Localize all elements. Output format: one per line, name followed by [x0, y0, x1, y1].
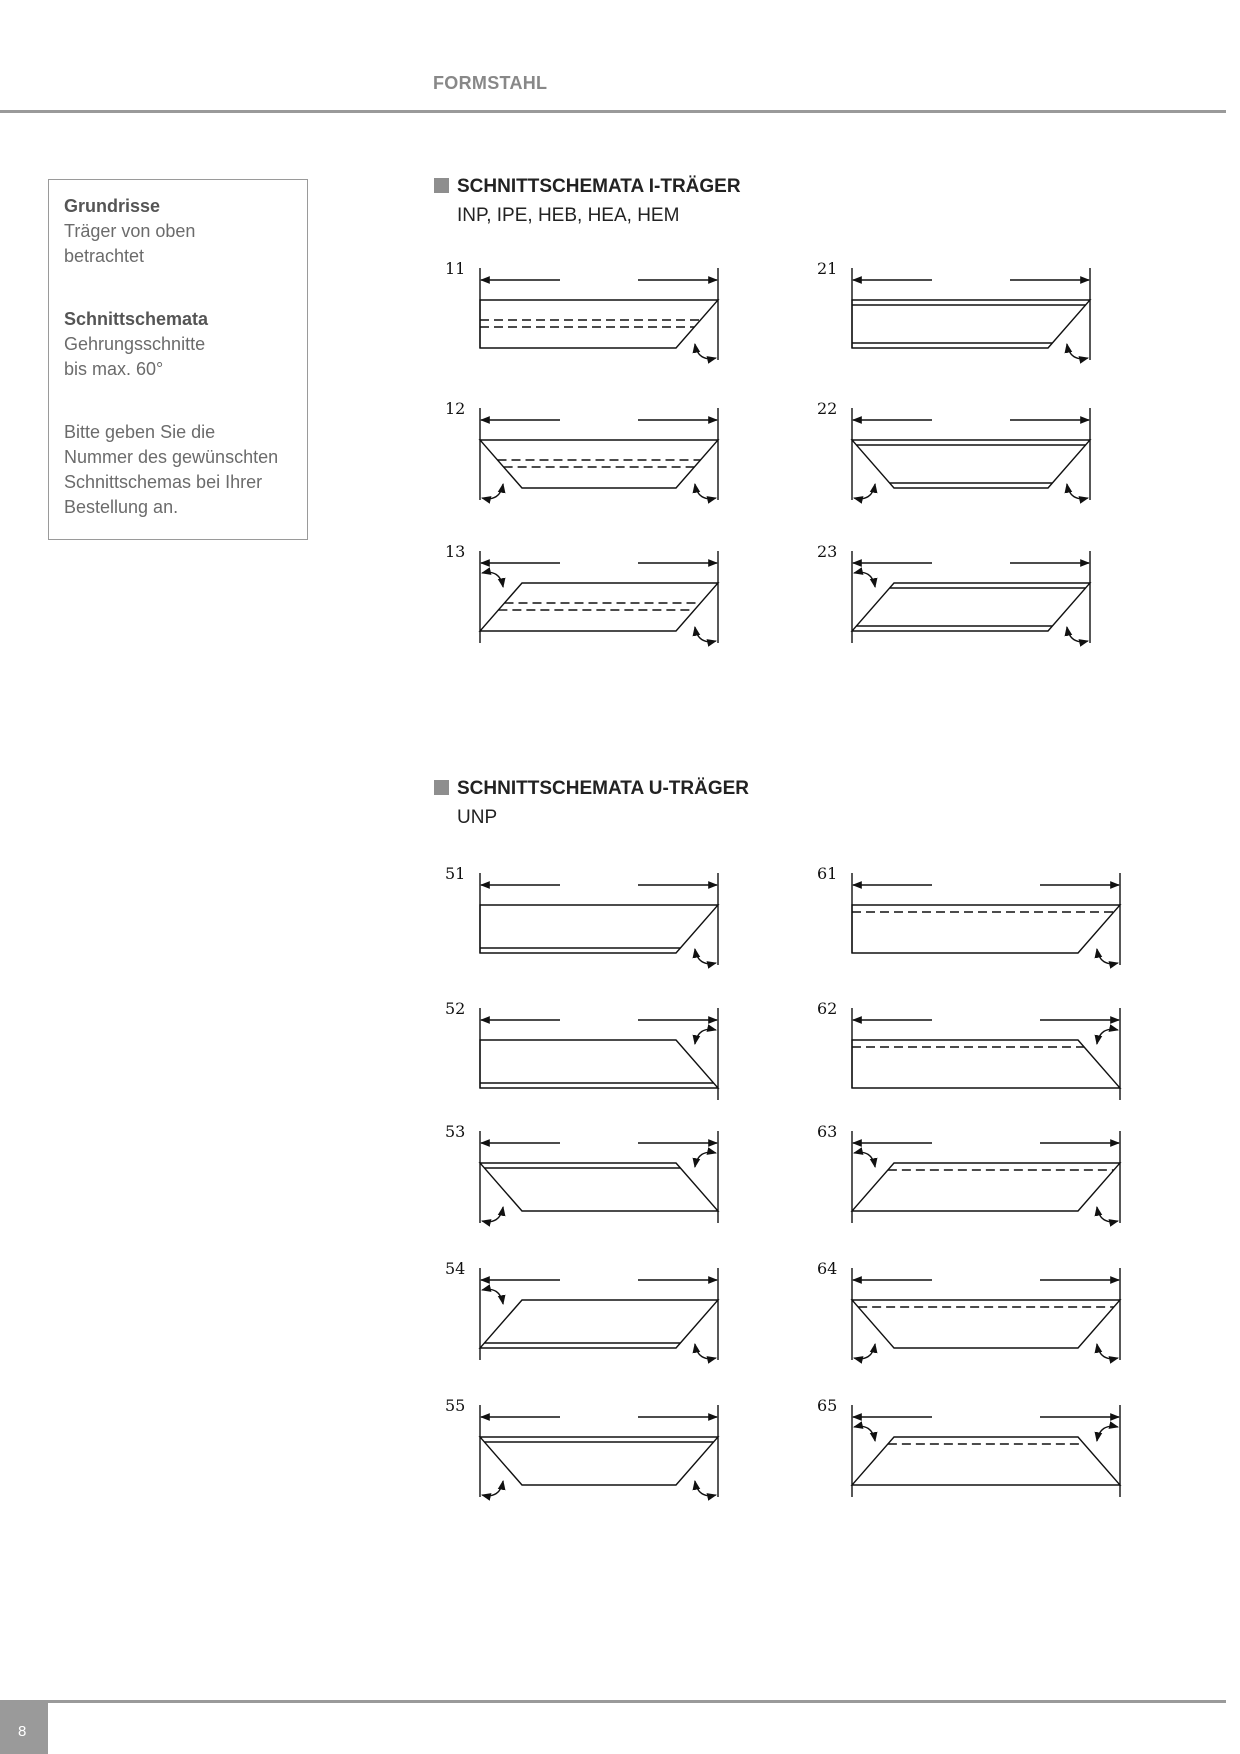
scheme-number: 12: [445, 399, 466, 418]
info-text: Gehrungsschnitte: [64, 334, 206, 354]
cut-scheme-23: [817, 542, 1090, 643]
info-text: bis max. 60°: [64, 359, 164, 379]
cut-scheme-62: [817, 999, 1120, 1100]
angle-arc-right: [695, 344, 716, 359]
angle-arc-right: [1067, 484, 1088, 499]
info-text: Träger von oben: [64, 221, 196, 241]
scheme-number: 61: [817, 864, 838, 883]
beam-outline: [480, 1300, 718, 1348]
angle-arc-left: [482, 1207, 503, 1222]
scheme-number: 23: [817, 542, 838, 561]
scheme-number: 63: [817, 1122, 838, 1141]
beam-outline: [480, 1163, 718, 1211]
angle-arc-right: [695, 484, 716, 499]
cut-scheme-11: [445, 259, 718, 360]
cut-scheme-55: [445, 1396, 718, 1497]
angle-arc-right: [1097, 1207, 1118, 1222]
angle-arc-right: [695, 949, 716, 964]
beam-outline: [480, 440, 718, 488]
angle-arc-left: [482, 572, 503, 587]
scheme-number: 11: [445, 259, 466, 278]
scheme-number: 22: [817, 399, 838, 418]
cut-scheme-63: [817, 1122, 1120, 1223]
angle-arc-left: [854, 484, 875, 499]
cut-scheme-21: [817, 259, 1090, 360]
scheme-number: 55: [445, 1396, 466, 1415]
scheme-number: 53: [445, 1122, 466, 1141]
info-text: Schnittschemas bei Ihrer: [64, 472, 263, 492]
cut-scheme-64: [817, 1259, 1120, 1360]
angle-arc-right: [1097, 949, 1118, 964]
angle-arc-right: [695, 1481, 716, 1496]
angle-arc-left: [854, 572, 875, 587]
section-subtitle-u-traeger: UNP: [457, 807, 498, 828]
section-title-u-traeger: SCHNITTSCHEMATA U-TRÄGER: [434, 778, 749, 800]
info-heading-schnittschemata: Schnittschemata: [64, 309, 209, 329]
cut-scheme-53: [445, 1122, 718, 1223]
info-text: Nummer des gewünschten: [64, 447, 279, 467]
scheme-number: 21: [817, 259, 838, 278]
beam-outline: [480, 583, 718, 631]
section-subtitle-i-traeger: INP, IPE, HEB, HEA, HEM: [457, 205, 680, 226]
info-text: Bitte geben Sie die: [64, 422, 216, 442]
scheme-number: 13: [445, 542, 466, 561]
page-header-title: FORMSTAHL: [433, 73, 548, 93]
angle-arc-right: [695, 1152, 716, 1167]
page-number: 8: [18, 1723, 27, 1740]
angle-arc-left: [854, 1344, 875, 1359]
angle-arc-right: [695, 1344, 716, 1359]
beam-outline: [852, 583, 1090, 631]
scheme-number: 62: [817, 999, 838, 1018]
beam-outline: [480, 1437, 718, 1485]
cut-scheme-52: [445, 999, 718, 1100]
angle-arc-right: [695, 627, 716, 642]
angle-arc-right: [695, 1029, 716, 1044]
scheme-number: 64: [817, 1259, 838, 1278]
angle-arc-left: [482, 1289, 503, 1304]
scheme-number: 52: [445, 999, 466, 1018]
cut-scheme-54: [445, 1259, 718, 1360]
cut-scheme-22: [817, 399, 1090, 500]
angle-arc-right: [1067, 344, 1088, 359]
scheme-number: 54: [445, 1259, 466, 1278]
scheme-number: 51: [445, 864, 466, 883]
cut-scheme-12: [445, 399, 718, 500]
beam-outline: [480, 905, 718, 953]
info-heading-grundrisse: Grundrisse: [64, 196, 161, 216]
beam-outline: [480, 300, 718, 348]
angle-arc-right: [1097, 1426, 1118, 1441]
angle-arc-right: [1097, 1344, 1118, 1359]
cut-scheme-51: [445, 864, 718, 965]
angle-arc-left: [482, 1481, 503, 1496]
angle-arc-left: [854, 1426, 875, 1441]
beam-outline: [852, 440, 1090, 488]
section-title-i-traeger: SCHNITTSCHEMATA I-TRÄGER: [434, 176, 741, 198]
cut-scheme-13: [445, 542, 718, 643]
cut-scheme-65: [817, 1396, 1120, 1497]
beam-outline: [852, 300, 1090, 348]
cut-scheme-61: [817, 864, 1120, 965]
info-text: betrachtet: [64, 246, 145, 266]
angle-arc-left: [482, 484, 503, 499]
angle-arc-right: [1067, 627, 1088, 642]
scheme-number: 65: [817, 1396, 838, 1415]
angle-arc-right: [1097, 1029, 1118, 1044]
beam-outline: [480, 1040, 718, 1088]
info-text: Bestellung an.: [64, 497, 179, 517]
footer-divider: [48, 1700, 1226, 1703]
angle-arc-left: [854, 1152, 875, 1167]
